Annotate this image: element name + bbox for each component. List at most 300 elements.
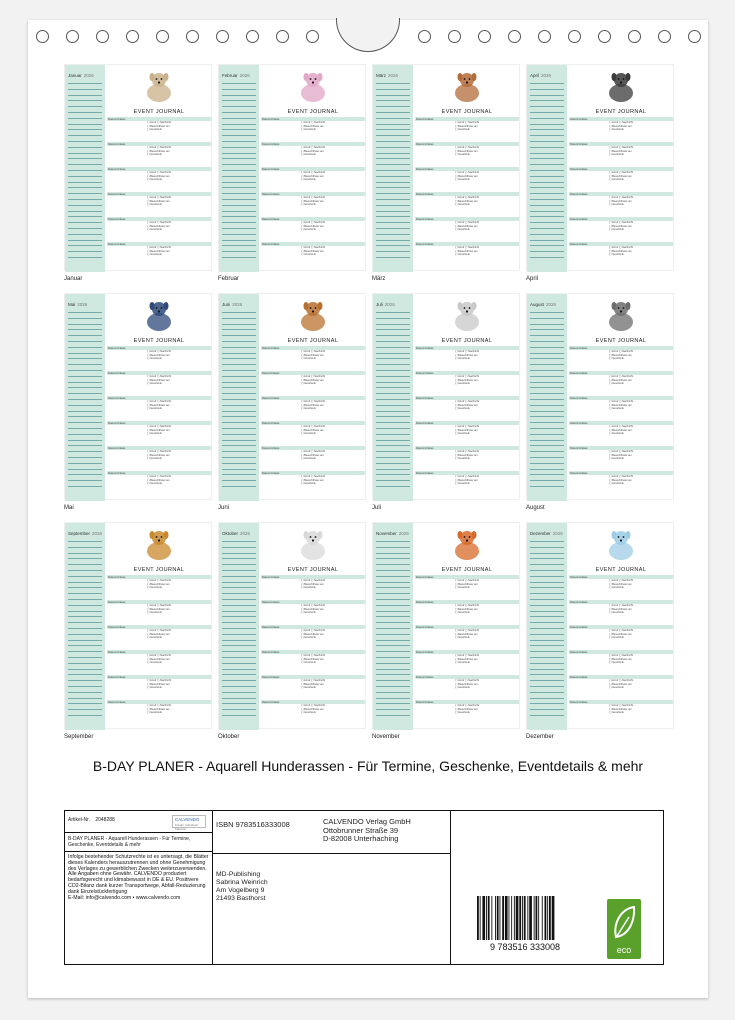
day-line [222,457,256,458]
barcode-bar [524,896,526,940]
day-line [376,674,410,675]
ring-hole [36,30,49,43]
day-line [530,434,564,435]
event-block-header: Datum/Anlass [261,446,365,450]
day-line [68,100,102,101]
event-block-header: Datum/Anlass [107,142,211,146]
event-options: ( ) Anruf ( ) Nachricht ( ) Besuch/Feier am ( ) Geschenk [147,425,172,436]
day-line [530,176,564,177]
day-line [376,251,410,252]
event-options: ( ) Anruf ( ) Nachricht ( ) Besuch/Feier am ( ) Geschenk [609,704,634,715]
day-line [68,106,102,107]
day-line [530,170,564,171]
day-line [530,112,564,113]
day-line [376,469,410,470]
dog-ear [626,302,631,310]
event-block-header: Datum/Anlass [261,600,365,604]
day-line [530,370,564,371]
dog-ear [150,531,155,539]
day-line [222,318,256,319]
day-line [222,83,256,84]
event-block-header: Datum/Anlass [415,192,519,196]
event-block-header: Datum/Anlass [569,700,673,704]
day-line [376,480,410,481]
event-block-header: Datum/Anlass [569,346,673,350]
day-line [530,698,564,699]
day-line [222,593,256,594]
day-line [222,312,256,313]
day-line [222,422,256,423]
day-line [222,205,256,206]
event-options: ( ) Anruf ( ) Nachricht ( ) Besuch/Feier am ( ) Geschenk [609,425,634,436]
month-name: Juli 2026 [376,302,395,307]
day-line [222,245,256,246]
day-line [530,480,564,481]
day-line [376,657,410,658]
day-line [68,445,102,446]
month-caption: April [526,276,539,282]
day-line [222,547,256,548]
day-line [530,118,564,119]
dog-ear [318,302,323,310]
day-line [530,486,564,487]
event-options: ( ) Anruf ( ) Nachricht ( ) Besuch/Feier am ( ) Geschenk [301,425,326,436]
dog-eye [623,536,625,538]
info-column-left [65,811,213,964]
article-label: Artikel-Nr. [68,817,90,823]
event-options: ( ) Anruf ( ) Nachricht ( ) Besuch/Feier am ( ) Geschenk [609,350,634,361]
event-block-header: Datum/Anlass [569,421,673,425]
day-line [222,692,256,693]
day-line [68,164,102,165]
day-line [222,129,256,130]
day-line [222,124,256,125]
day-line [376,240,410,241]
day-line [68,364,102,365]
barcode-bar [549,896,551,940]
month-year: 2026 [239,73,250,78]
dog-eye [315,536,317,538]
birthday-strip [219,523,259,730]
day-line [530,329,564,330]
day-line [222,158,256,159]
dog-eye [618,536,620,538]
day-line [68,240,102,241]
day-line [530,692,564,693]
dog-ear [612,302,617,310]
event-block-header: Datum/Anlass [107,650,211,654]
barcode-bar [552,896,555,940]
event-options: ( ) Anruf ( ) Nachricht ( ) Besuch/Feier am ( ) Geschenk [147,450,172,461]
event-options: ( ) Anruf ( ) Nachricht ( ) Besuch/Feier am ( ) Geschenk [609,221,634,232]
day-line [68,434,102,435]
day-line [222,376,256,377]
event-options: ( ) Anruf ( ) Nachricht ( ) Besuch/Feier am ( ) Geschenk [455,121,480,132]
event-options: ( ) Anruf ( ) Nachricht ( ) Besuch/Feier am ( ) Geschenk [455,704,480,715]
calendar-sheet [28,20,708,998]
day-line [376,663,410,664]
day-line [530,558,564,559]
day-line [68,709,102,710]
event-block [261,242,365,272]
day-line [376,118,410,119]
day-line [222,182,256,183]
dog-ear [304,531,309,539]
day-line [222,445,256,446]
event-options: ( ) Anruf ( ) Nachricht ( ) Besuch/Feier am ( ) Geschenk [147,629,172,640]
day-line [68,170,102,171]
day-line [376,486,410,487]
barcode-bar [491,896,492,940]
day-line [530,709,564,710]
event-block-header: Datum/Anlass [415,421,519,425]
day-line [530,164,564,165]
day-line [68,393,102,394]
dog-illustration [447,298,487,334]
event-block-header: Datum/Anlass [107,167,211,171]
event-journal-heading: EVENT JOURNAL [441,109,493,115]
event-block-header: Datum/Anlass [261,346,365,350]
day-line [530,634,564,635]
event-block-header: Datum/Anlass [107,217,211,221]
event-block-header: Datum/Anlass [261,242,365,246]
event-options: ( ) Anruf ( ) Nachricht ( ) Besuch/Feier am ( ) Geschenk [147,475,172,486]
author-line: Am Vogelberg 9 [216,887,265,894]
day-line [530,582,564,583]
day-line [376,564,410,565]
day-line [376,112,410,113]
day-line [376,587,410,588]
event-block-header: Datum/Anlass [261,625,365,629]
day-line [530,382,564,383]
event-block-header: Datum/Anlass [569,117,673,121]
contact-line: E-Mail: info@calvendo.com • www.calvendo.com [68,894,181,901]
event-block-header: Datum/Anlass [107,700,211,704]
day-line [222,89,256,90]
day-line [68,616,102,617]
day-line [376,387,410,388]
day-line [222,353,256,354]
day-line [68,480,102,481]
event-options: ( ) Anruf ( ) Nachricht ( ) Besuch/Feier am ( ) Geschenk [301,375,326,386]
day-line [68,376,102,377]
event-block-header: Datum/Anlass [261,396,365,400]
day-line [376,463,410,464]
day-line [530,205,564,206]
event-journal-heading: EVENT JOURNAL [595,338,647,344]
event-block-header: Datum/Anlass [415,371,519,375]
day-line [376,329,410,330]
month-name: Februar 2026 [222,73,250,78]
event-block-header: Datum/Anlass [415,142,519,146]
month-name: Dezember 2026 [530,531,563,536]
day-line [68,141,102,142]
day-line [376,216,410,217]
day-line [68,582,102,583]
day-line [530,657,564,658]
ring-hole [246,30,259,43]
barcode-bar [529,896,532,940]
barcode [467,896,583,952]
day-line [530,100,564,101]
day-line [376,100,410,101]
event-journal-heading: EVENT JOURNAL [133,109,185,115]
day-line [376,182,410,183]
event-block-header: Datum/Anlass [415,217,519,221]
short-description: B-DAY PLANER - Aquarell Hunderassen - Für Termine, Geschenke, Eventdetails & mehr [65,833,212,852]
day-line [222,170,256,171]
event-block-header: Datum/Anlass [569,446,673,450]
day-line [222,541,256,542]
day-line [376,376,410,377]
event-block-header: Datum/Anlass [415,396,519,400]
day-line [376,89,410,90]
barcode-bar [500,896,501,940]
dog-ear [472,73,477,81]
day-line [222,674,256,675]
dog-eye [156,307,158,309]
day-line [376,451,410,452]
day-line [68,440,102,441]
day-line [222,257,256,258]
event-block-header: Datum/Anlass [107,192,211,196]
day-line [68,640,102,641]
dog-nose [620,539,622,541]
day-line [222,347,256,348]
day-line [530,124,564,125]
event-options: ( ) Anruf ( ) Nachricht ( ) Besuch/Feier am ( ) Geschenk [609,579,634,590]
event-block [415,471,519,501]
event-options: ( ) Anruf ( ) Nachricht ( ) Besuch/Feier am ( ) Geschenk [609,604,634,615]
event-block-header: Datum/Anlass [107,117,211,121]
event-options: ( ) Anruf ( ) Nachricht ( ) Besuch/Feier am ( ) Geschenk [147,579,172,590]
day-line [376,318,410,319]
month-year: 2026 [83,73,94,78]
day-line [530,611,564,612]
ring-hole [658,30,671,43]
author-line: 21493 Basthorst [216,895,266,902]
day-line [222,715,256,716]
event-block-header: Datum/Anlass [569,371,673,375]
dog-ear [164,531,169,539]
event-options: ( ) Anruf ( ) Nachricht ( ) Besuch/Feier am ( ) Geschenk [455,246,480,257]
event-block [107,700,211,730]
day-line [68,335,102,336]
day-line [222,582,256,583]
day-line [530,228,564,229]
day-line [376,411,410,412]
dog-illustration [139,527,179,563]
day-line [222,100,256,101]
day-line [530,234,564,235]
barcode-bar [488,896,490,940]
day-line [376,164,410,165]
day-line [222,112,256,113]
day-line [376,341,410,342]
month-caption: Juli [372,505,382,511]
ring-hole [598,30,611,43]
month-name: April 2026 [530,73,552,78]
day-line [376,211,410,212]
day-line [530,335,564,336]
day-line [530,358,564,359]
dog-nose [312,539,314,541]
barcode-bar [477,896,479,940]
event-block-header: Datum/Anlass [261,650,365,654]
day-line [68,457,102,458]
dog-illustration [601,69,641,105]
day-line [68,474,102,475]
day-line [530,393,564,394]
day-line [222,387,256,388]
event-block-header: Datum/Anlass [261,371,365,375]
day-line [376,170,410,171]
day-line [376,428,410,429]
day-line [530,599,564,600]
day-line [376,83,410,84]
event-block-header: Datum/Anlass [569,650,673,654]
event-block-header: Datum/Anlass [107,421,211,425]
event-options: ( ) Anruf ( ) Nachricht ( ) Besuch/Feier am ( ) Geschenk [455,350,480,361]
month-year: 2026 [240,531,251,536]
day-line [222,147,256,148]
month-sheet [372,64,520,271]
dog-eye [464,307,466,309]
eco-badge [607,899,641,959]
day-line [376,547,410,548]
dog-illustration [447,69,487,105]
dog-ear [164,302,169,310]
day-line [68,245,102,246]
day-line [376,205,410,206]
day-line [222,364,256,365]
day-line [222,616,256,617]
event-block-header: Datum/Anlass [107,446,211,450]
dog-nose [466,81,468,83]
event-block-header: Datum/Anlass [415,117,519,121]
day-line [68,553,102,554]
day-line [222,703,256,704]
day-line [530,199,564,200]
day-line [376,106,410,107]
event-options: ( ) Anruf ( ) Nachricht ( ) Besuch/Feier am ( ) Geschenk [147,704,172,715]
day-line [222,570,256,571]
day-line [68,692,102,693]
day-line [376,141,410,142]
event-options: ( ) Anruf ( ) Nachricht ( ) Besuch/Feier am ( ) Geschenk [609,196,634,207]
dog-illustration [293,298,333,334]
dog-illustration [447,527,487,563]
event-options: ( ) Anruf ( ) Nachricht ( ) Besuch/Feier am ( ) Geschenk [147,171,172,182]
day-line [222,474,256,475]
day-line [376,622,410,623]
dog-eye [618,307,620,309]
day-line [222,628,256,629]
ring-hole [568,30,581,43]
month-name: Juni 2026 [222,302,243,307]
day-line [530,147,564,148]
event-block-header: Datum/Anlass [415,471,519,475]
barcode-bar [519,896,521,940]
barcode-bar [536,896,538,940]
dog-ear [150,73,155,81]
dog-eye [156,78,158,80]
event-options: ( ) Anruf ( ) Nachricht ( ) Besuch/Feier am ( ) Geschenk [147,654,172,665]
day-line [530,318,564,319]
ring-hole [478,30,491,43]
event-block-header: Datum/Anlass [569,167,673,171]
event-options: ( ) Anruf ( ) Nachricht ( ) Besuch/Feier am ( ) Geschenk [609,400,634,411]
day-line [376,234,410,235]
month-page-dezember [526,522,676,744]
barcode-bar [482,896,485,940]
day-line [68,576,102,577]
day-line [222,611,256,612]
event-block [569,700,673,730]
month-sheet [64,522,212,729]
day-line [68,222,102,223]
day-line [222,587,256,588]
day-line [376,474,410,475]
barcode-bar [516,896,519,940]
day-line [376,199,410,200]
event-block-header: Datum/Anlass [261,167,365,171]
day-line [376,193,410,194]
event-journal-heading: EVENT JOURNAL [441,338,493,344]
day-line [530,405,564,406]
day-line [530,106,564,107]
author-line: Sabrina Weinrich [216,879,268,886]
day-line [222,187,256,188]
legal-body: Infolge bestehender Schutzrechte ist es untersagt, die Blätter dieses Kalenders herauszutrennen und ohne Genehmigung des Verlages zu gewerblichen Zwecken weiterzuverwenden. Alle Angaben ohne Gewähr. CALVENDO produziert bedarfsgerecht und klimabewusst in DE & EU. Positivere CO2-Bilanz dank kurzer Transportwege, Abfall-Reduzierung dank Einzelstückfertigung [68,854,209,895]
month-name: November 2026 [376,531,409,536]
day-line [530,570,564,571]
dog-eye [161,307,163,309]
birthday-strip [65,523,105,730]
dog-nose [466,310,468,312]
event-options: ( ) Anruf ( ) Nachricht ( ) Besuch/Feier am ( ) Geschenk [609,375,634,386]
day-line [222,211,256,212]
dog-eye [618,78,620,80]
publisher-line: Ottobrunner Straße 39 [323,825,399,835]
day-line [222,141,256,142]
day-line [222,645,256,646]
dog-ear [472,531,477,539]
dog-ear [458,531,463,539]
event-journal-heading: EVENT JOURNAL [595,567,647,573]
day-line [222,341,256,342]
day-line [530,428,564,429]
info-column-right [451,811,663,964]
day-line [222,164,256,165]
day-line [68,112,102,113]
day-line [376,445,410,446]
dog-eye [469,78,471,80]
day-line [376,158,410,159]
event-block-header: Datum/Anlass [107,242,211,246]
birthday-strip [373,65,413,272]
event-options: ( ) Anruf ( ) Nachricht ( ) Besuch/Feier am ( ) Geschenk [301,604,326,615]
barcode-bar [545,896,547,940]
day-line [376,558,410,559]
day-line [222,153,256,154]
day-line [68,135,102,136]
logo-text: CALVENDO [175,817,200,822]
day-line [530,651,564,652]
day-line [376,324,410,325]
dog-nose [158,81,160,83]
day-line [530,216,564,217]
